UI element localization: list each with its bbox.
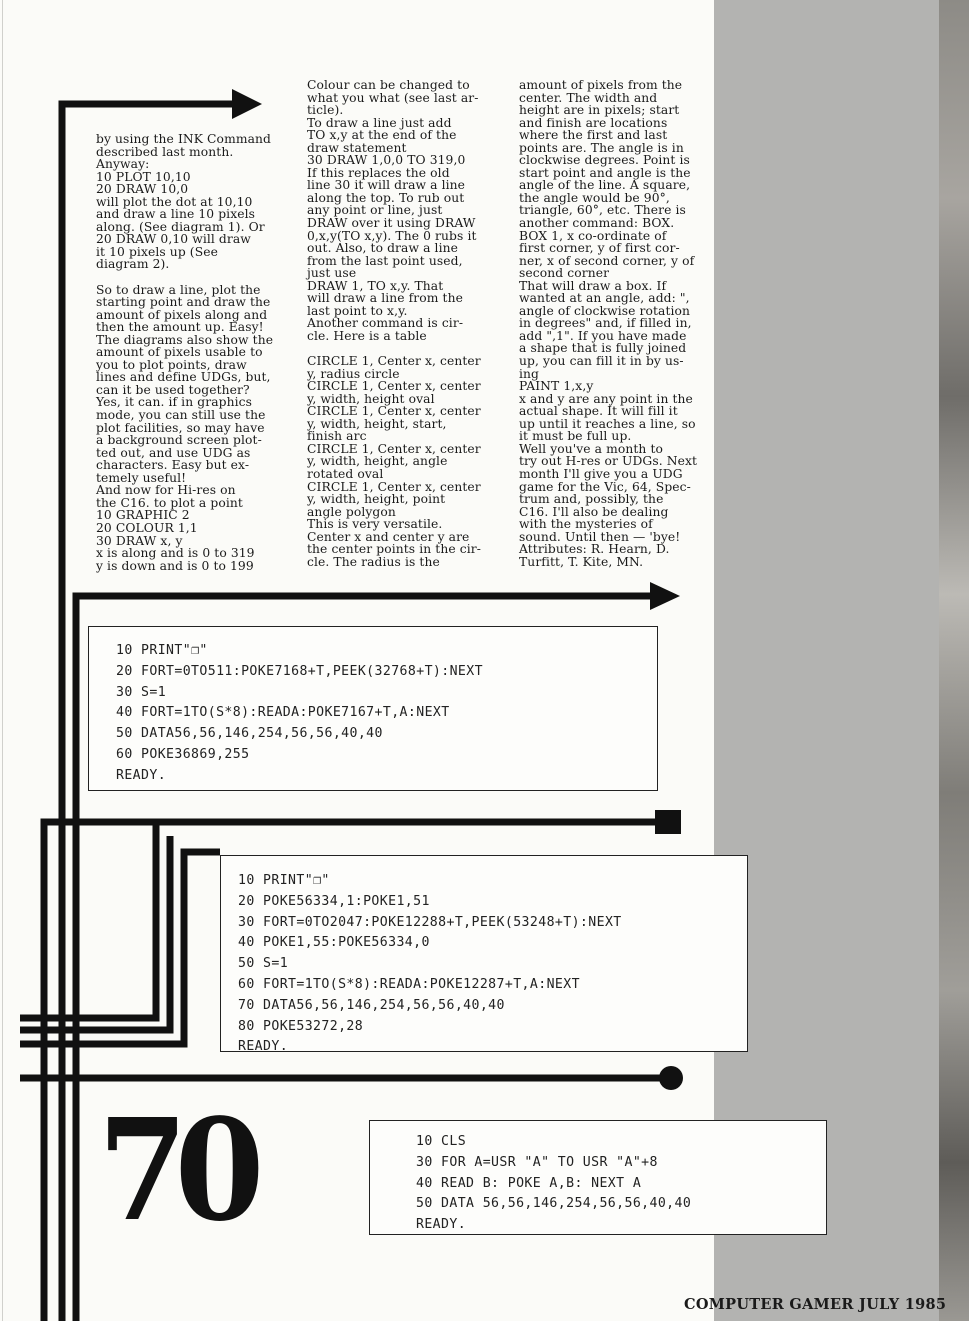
code-listing-vic20: 10 PRINT"❐" 20 FORT=0TO511:POKE7168+T,PEEK(32768+T):NEXT 30 S=1 40 FORT=1TO(S*8):READA:POKE7167+T,A:NEXT 50 DATA56,56,146,254,56,56,40,40 60 POKE36869,255 READY. (88, 626, 658, 791)
article-column-3: amount of pixels from the center. The width and height are in pixels; start and finish are locations where the first and last points are. The angle is in clockwise degrees. Point is start point and angle is the angle of the line. A square, the angle would be 90°, triangle, 60°, etc. There is another command: BOX. BOX 1, x co-ordinate of first corner, y of first cor- ner, x of second corner, y of second corner That will draw a box. If wanted at an angle, add: ", angle of clockwise rotation in degrees" and, if filled in, add ",1". If you have made a shape that is fully joined up, you can fill it in by us- ing PAINT 1,x,y x and y are any point in the actual shape. It will fill it up until it reaches a line, so it must be full up. Well you've a month to try out H-res or UDGs. Next month I'll give you a UDG game for the Vic, 64, Spec- trum and, possibly, the C16. I'll also be dealing with the mysteries of sound. Until then — 'bye! Attributes: R. Hearn, D. Turfitt, T. Kite, MN. (519, 78, 698, 569)
arrowhead-middle (650, 582, 680, 610)
article-column-2: Colour can be changed to what you what (see last ar- ticle). To draw a line just add TO x,y at the end of the draw statement 30 DRAW 1,0,0 TO 319,0 If this replaces the old line 30 it will draw a line along the top. To rub out any point or line, just DRAW over it using DRAW 0,x,y(TO x,y). The 0 rubs it out. Also, to draw a line from the last point used, just use DRAW 1, TO x,y. That will draw a line from the last point to x,y. Another command is cir- cle. Here is a table CIRCLE 1, Center x, center y, radius circle CIRCLE 1, Center x, center y, width, height oval CIRCLE 1, Center x, center y, width, height, start, finish arc CIRCLE 1, Center x, center y, width, height, angle rotated oval CIRCLE 1, Center x, center y, width, height, point angle polygon This is very versatile. Center x and center y are the center points in the cir- cle. The radius is the (307, 78, 481, 569)
code-listing-c64: 10 PRINT"❐" 20 POKE56334,1:POKE1,51 30 FORT=0TO2047:POKE12288+T,PEEK(53248+T):NEXT 40 POKE1,55:POKE56334,0 50 S=1 60 FORT=1TO(S*8):READA:POKE12287+T,A:NEXT 70 DATA56,56,146,254,56,56,40,40 80 POKE53272,28 READY. (220, 855, 748, 1052)
dot-terminal (659, 1066, 683, 1090)
page-number: 70 (98, 1089, 252, 1253)
arrowhead-top (232, 89, 262, 119)
article-column-1: by using the INK Command described last month. Anyway: 10 PLOT 10,10 20 DRAW 10,0 will plot the dot at 10,10 and draw a line 10 pixels along. (See diagram 1). Or 20 DRAW 0,10 will draw it 10 pixels up (See diagram 2). So to draw a line, plot the starting point and draw the amount of pixels along and then the amount up. Easy! The diagrams also show the amount of pixels usable to you to plot points, draw lines and define UDGs, but, can it be used together? Yes, it can. if in graphics mode, you can still use the plot facilities, so may have a background screen plot- ted out, and use UDG as characters. Easy but ex- temely useful! And now for Hi-res on the C16. to plot a point 10 GRAPHIC 2 20 COLOUR 1,1 30 DRAW x, y x is along and is 0 to 319 y is down and is 0 to 199 (96, 132, 274, 573)
square-terminal (655, 810, 681, 834)
code-listing-spectrum: 10 CLS 30 FOR A=USR "A" TO USR "A"+8 40 READ B: POKE A,B: NEXT A 50 DATA 56,56,146,254,56,56,40,40 READY. (369, 1120, 827, 1235)
magazine-footer: COMPUTER GAMER JULY 1985 (684, 1296, 947, 1313)
